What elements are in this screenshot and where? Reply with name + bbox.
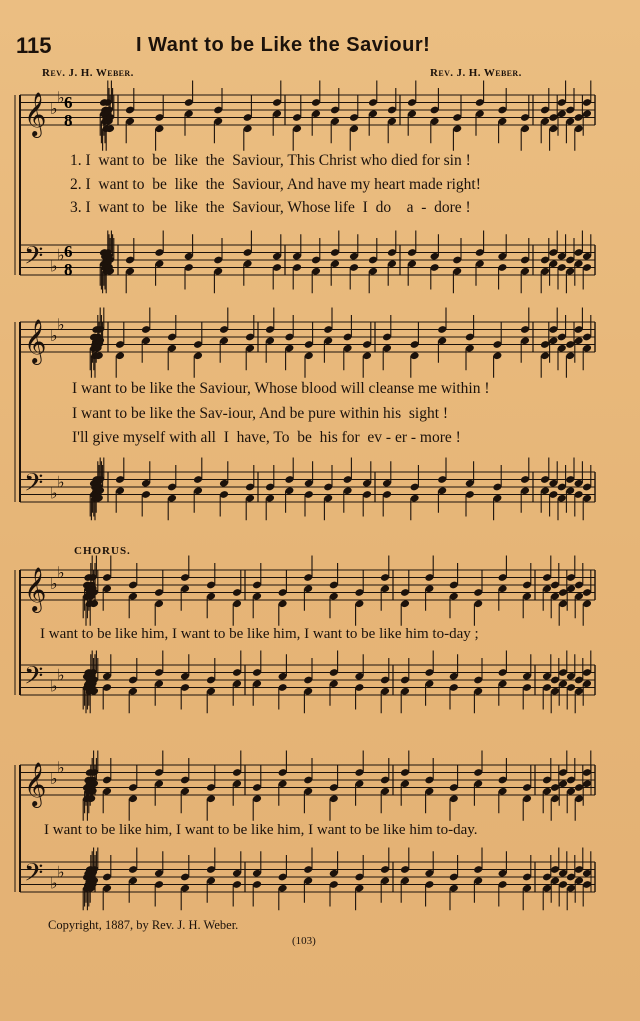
- flat-icon: ♭: [57, 245, 65, 265]
- flat-icon: ♭: [57, 862, 65, 882]
- flat-icon: ♭: [50, 256, 58, 276]
- verse-1-line-1: 1. I want to be like the Saviour, This Christ who died for sin !: [70, 152, 471, 169]
- chorus-label: CHORUS.: [74, 545, 131, 557]
- flat-icon: ♭: [57, 87, 65, 107]
- time-signature-top-bass: 6: [64, 242, 73, 261]
- time-signature-bottom-treble: 8: [64, 111, 73, 130]
- bass-clef-icon: 𝄢: [24, 661, 44, 697]
- bass-clef-icon: 𝄢: [24, 468, 44, 504]
- flat-icon: ♭: [50, 326, 58, 345]
- flat-icon: ♭: [50, 676, 58, 696]
- flat-icon: ♭: [57, 472, 65, 492]
- verse-3-line-2: I'll give myself with all I have, To be his for ev - er - more !: [72, 429, 461, 446]
- flat-icon: ♭: [50, 99, 58, 118]
- treble-clef-icon: 𝄞: [24, 92, 47, 136]
- flat-icon: ♭: [57, 757, 65, 777]
- hymn-title: I Want to be Like the Saviour!: [136, 34, 431, 56]
- treble-clef-icon: 𝄞: [24, 567, 47, 611]
- bass-clef-icon: 𝄢: [24, 241, 44, 277]
- flat-icon: ♭: [57, 665, 65, 685]
- chorus-line-1: I want to be like him, I want to be like him, I want to be like him to-day ;: [40, 626, 479, 642]
- time-signature-top-treble: 6: [64, 93, 73, 112]
- flat-icon: ♭: [50, 769, 58, 788]
- words-credit: Rev. J. H. Weber.: [42, 67, 134, 79]
- flat-icon: ♭: [50, 574, 58, 593]
- treble-clef-icon: 𝄞: [24, 319, 47, 363]
- time-signature-bottom-bass: 8: [64, 260, 73, 279]
- copyright: Copyright, 1887, by Rev. J. H. Weber.: [48, 918, 239, 932]
- bass-clef-icon: 𝄢: [24, 858, 44, 894]
- treble-clef-icon: 𝄞: [24, 762, 47, 806]
- verse-3-line-1: 3. I want to be like the Saviour, Whose life I do a - dore !: [70, 199, 471, 216]
- flat-icon: ♭: [57, 314, 65, 334]
- flat-icon: ♭: [57, 562, 65, 582]
- verse-1-line-2: I want to be like the Saviour, Whose blood will cleanse me within !: [72, 380, 490, 397]
- page-number: (103): [292, 935, 316, 947]
- hymn-number: 115: [16, 33, 52, 58]
- chorus-line-2: I want to be like him, I want to be like him, I want to be like him to-day.: [44, 822, 478, 838]
- verse-2-line-2: I want to be like the Sav-iour, And be pure within his sight !: [72, 405, 449, 422]
- music-credit: Rev. J. H. Weber.: [430, 67, 522, 79]
- verse-2-line-1: 2. I want to be like the Saviour, And have my heart made right!: [70, 176, 481, 193]
- flat-icon: ♭: [50, 873, 58, 893]
- flat-icon: ♭: [50, 483, 58, 503]
